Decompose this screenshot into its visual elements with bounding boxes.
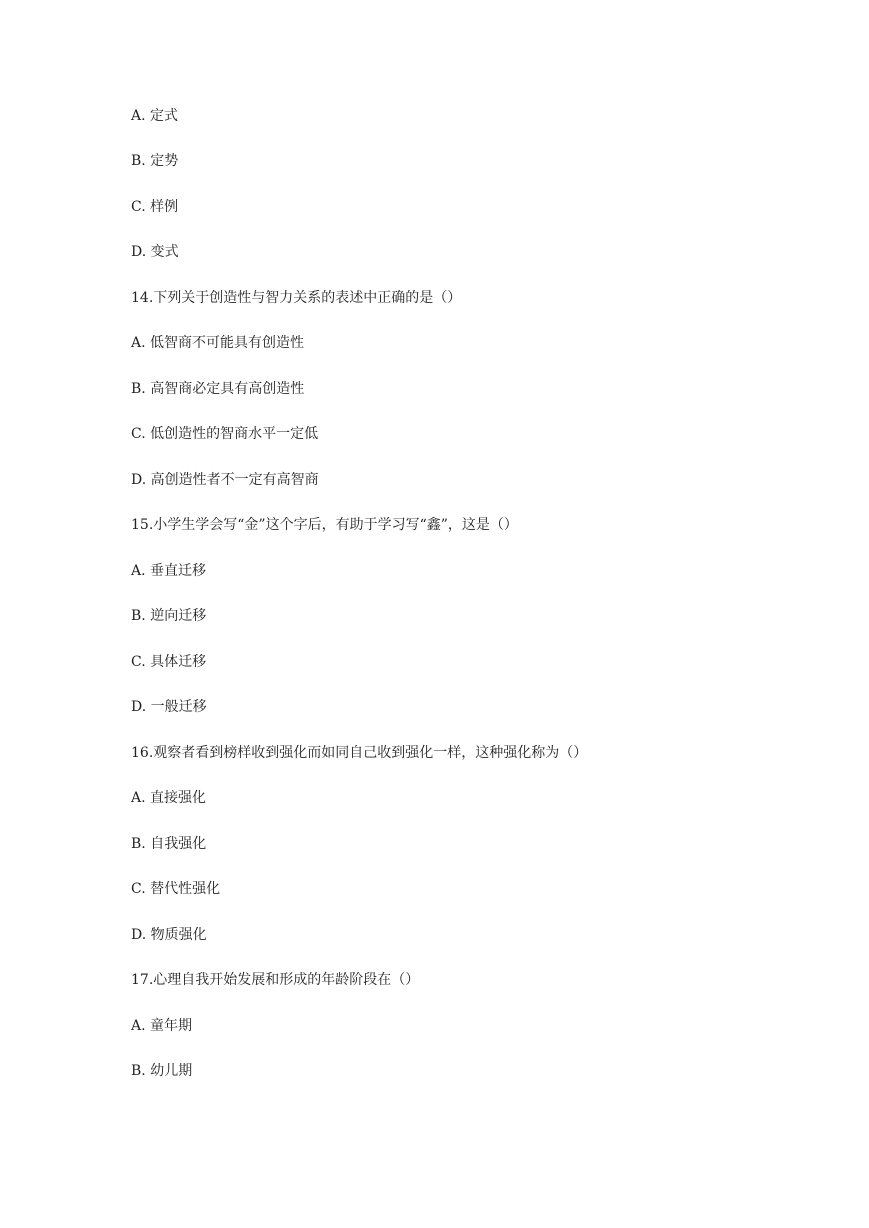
q16-option-c: C. 替代性强化 — [131, 881, 221, 897]
q14-option-d: D. 高创造性者不一定有高智商 — [131, 472, 319, 488]
q16-option-b: B. 自我强化 — [131, 836, 207, 852]
q16-stem: 16.观察者看到榜样收到强化而如同自己收到强化一样，这种强化称为（） — [131, 745, 588, 761]
q14-option-b: B. 高智商必定具有高创造性 — [131, 381, 305, 397]
q15-option-a: A. 垂直迁移 — [131, 563, 207, 579]
q16-option-a: A. 直接强化 — [131, 790, 207, 806]
q16-option-d: D. 物质强化 — [131, 927, 207, 943]
q15-option-d: D. 一般迁移 — [131, 699, 207, 715]
q15-stem: 15.小学生学会写“金”这个字后，有助于学习写“鑫”，这是（） — [131, 517, 518, 533]
q17-option-a: A. 童年期 — [131, 1018, 193, 1034]
q17-option-b: B. 幼儿期 — [131, 1063, 193, 1079]
q13-option-b: B. 定势 — [131, 153, 179, 169]
q13-option-d: D. 变式 — [131, 244, 179, 260]
q14-option-c: C. 低创造性的智商水平一定低 — [131, 426, 319, 442]
q15-option-b: B. 逆向迁移 — [131, 608, 207, 624]
q13-option-c: C. 样例 — [131, 199, 179, 215]
q14-option-a: A. 低智商不可能具有创造性 — [131, 335, 305, 351]
q15-option-c: C. 具体迁移 — [131, 654, 207, 670]
q17-stem: 17.心理自我开始发展和形成的年龄阶段在（） — [131, 972, 420, 988]
q13-option-a: A. 定式 — [131, 108, 179, 124]
q14-stem: 14.下列关于创造性与智力关系的表述中正确的是（） — [131, 290, 462, 306]
